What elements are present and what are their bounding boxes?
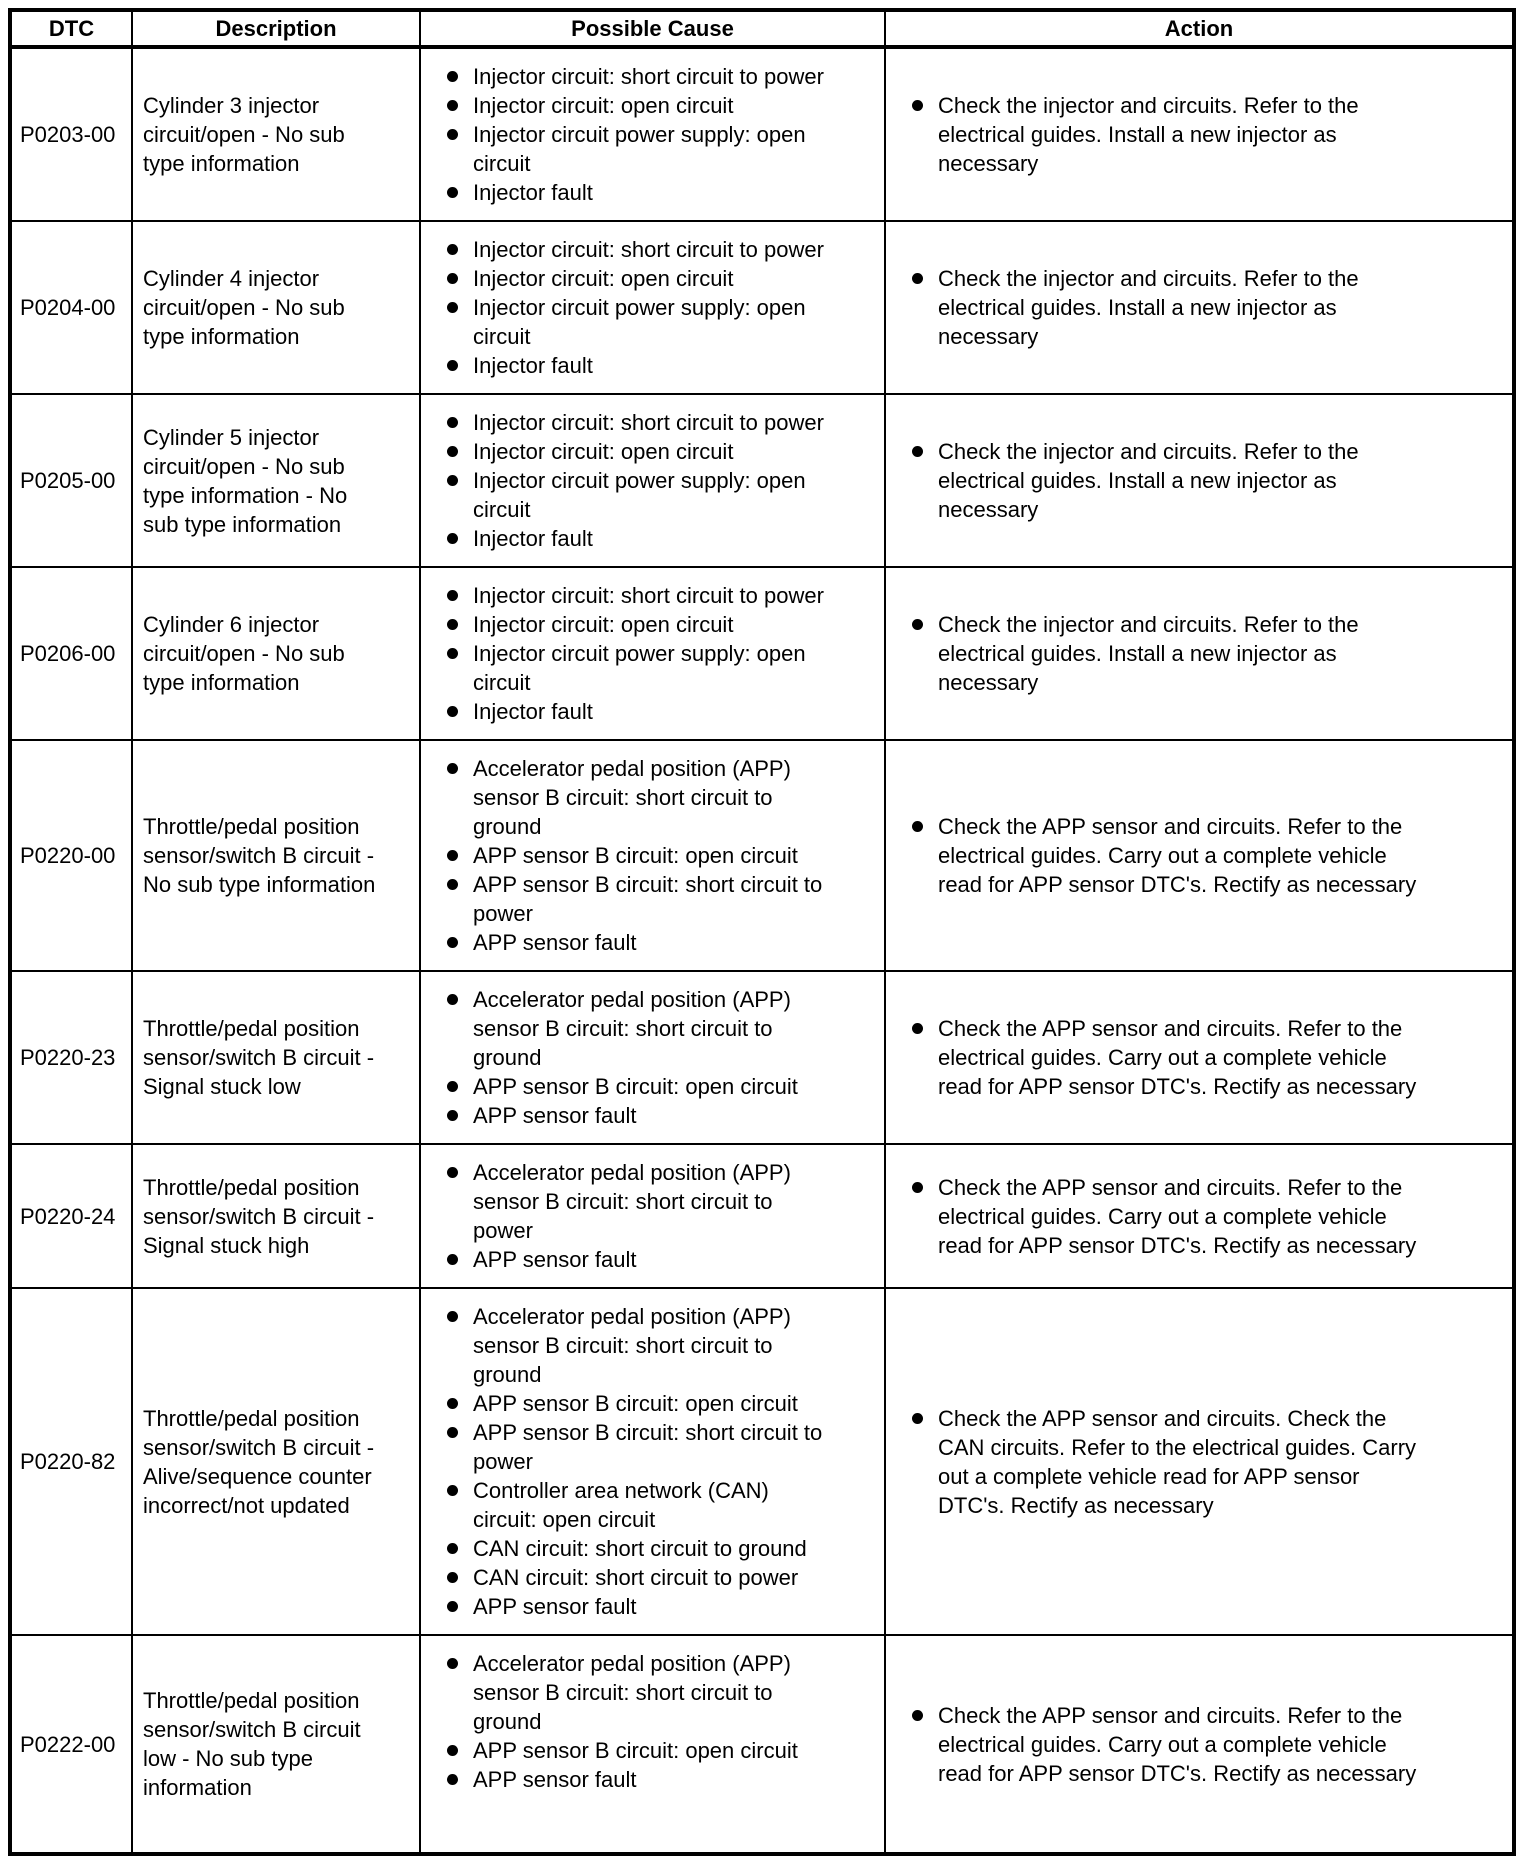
bullet-icon <box>447 619 458 630</box>
cause-list <box>421 235 884 380</box>
cause-item <box>421 408 838 437</box>
possible-cause-cell <box>420 221 885 394</box>
bullet-icon <box>447 706 458 717</box>
table-row <box>10 394 1514 567</box>
cause-item <box>421 91 838 120</box>
cause-text: Injector circuit: open circuit <box>473 266 734 291</box>
table-row <box>10 1288 1514 1635</box>
cause-item <box>421 1563 838 1592</box>
cause-item <box>421 524 838 553</box>
action-cell <box>885 394 1514 567</box>
bullet-icon <box>912 821 923 832</box>
action-list <box>886 264 1512 351</box>
cause-text: Injector circuit: open circuit <box>473 439 734 464</box>
table-row <box>10 221 1514 394</box>
cause-text: APP sensor B circuit: short circuit to power <box>473 1420 823 1474</box>
bullet-icon <box>447 850 458 861</box>
action-list <box>886 1404 1512 1520</box>
action-list <box>886 1701 1512 1788</box>
cause-text: Injector fault <box>473 180 593 205</box>
cause-text: Injector circuit: short circuit to power <box>473 64 824 89</box>
bullet-icon <box>447 1745 458 1756</box>
cause-text: Injector circuit: short circuit to power <box>473 237 824 262</box>
cause-item <box>421 437 838 466</box>
cause-item <box>421 1418 838 1476</box>
cause-item <box>421 1765 838 1794</box>
cause-text: APP sensor B circuit: open circuit <box>473 1391 798 1416</box>
action-list <box>886 812 1512 899</box>
action-text: Check the injector and circuits. Refer to the electrical guides. Install a new injector as necessary <box>938 93 1359 176</box>
bullet-icon <box>447 129 458 140</box>
action-item <box>886 1404 1423 1520</box>
cause-list <box>421 985 884 1130</box>
bullet-icon <box>447 590 458 601</box>
cause-text: Injector fault <box>473 353 593 378</box>
bullet-icon <box>447 1485 458 1496</box>
cause-item <box>421 754 838 841</box>
cause-text: Injector circuit: short circuit to power <box>473 410 824 435</box>
dtc-description: Cylinder 6 injector circuit/open - No sub type information <box>132 567 420 740</box>
bullet-icon <box>447 1658 458 1669</box>
cause-text: Injector circuit power supply: open circuit <box>473 122 806 176</box>
cause-text: Accelerator pedal position (APP) sensor B circuit: short circuit to ground <box>473 987 791 1070</box>
cause-item <box>421 581 838 610</box>
possible-cause-cell <box>420 567 885 740</box>
cause-list <box>421 408 884 553</box>
cause-text: APP sensor B circuit: open circuit <box>473 843 798 868</box>
col-header-description: Description <box>132 10 420 47</box>
cause-text: APP sensor fault <box>473 1767 637 1792</box>
possible-cause-cell <box>420 394 885 567</box>
col-header-action: Action <box>885 10 1514 47</box>
cause-text: APP sensor B circuit: open circuit <box>473 1738 798 1763</box>
bullet-icon <box>447 1601 458 1612</box>
bullet-icon <box>447 1167 458 1178</box>
action-list <box>886 91 1512 178</box>
cause-text: CAN circuit: short circuit to power <box>473 1565 799 1590</box>
possible-cause-cell <box>420 1635 885 1854</box>
cause-text: APP sensor fault <box>473 930 637 955</box>
action-cell <box>885 1288 1514 1635</box>
cause-item <box>421 1592 838 1621</box>
action-list <box>886 1173 1512 1260</box>
dtc-description: Throttle/pedal position sensor/switch B circuit low - No sub type information <box>132 1635 420 1854</box>
cause-text: Injector circuit power supply: open circuit <box>473 295 806 349</box>
action-text: Check the injector and circuits. Refer to the electrical guides. Install a new injector as necessary <box>938 266 1359 349</box>
bullet-icon <box>447 273 458 284</box>
dtc-description: Throttle/pedal position sensor/switch B circuit - No sub type information <box>132 740 420 971</box>
cause-text: Accelerator pedal position (APP) sensor B circuit: short circuit to power <box>473 1160 791 1243</box>
cause-item <box>421 1389 838 1418</box>
action-list <box>886 1014 1512 1101</box>
action-cell <box>885 740 1514 971</box>
possible-cause-cell <box>420 1144 885 1288</box>
bullet-icon <box>447 71 458 82</box>
action-list <box>886 610 1512 697</box>
cause-item <box>421 120 838 178</box>
cause-text: Injector circuit power supply: open circuit <box>473 468 806 522</box>
action-item <box>886 1173 1423 1260</box>
bullet-icon <box>912 1710 923 1721</box>
bullet-icon <box>912 1023 923 1034</box>
cause-text: APP sensor fault <box>473 1594 637 1619</box>
action-text: Check the APP sensor and circuits. Refer to the electrical guides. Carry out a complete vehicle read for APP sensor DTC's. Rectify as necessary <box>938 814 1417 897</box>
action-text: Check the APP sensor and circuits. Check the CAN circuits. Refer to the electrical guides. Carry out a complete vehicle read for APP sensor DTC's. Rectify as necessary <box>938 1405 1417 1518</box>
bullet-icon <box>447 533 458 544</box>
action-item <box>886 91 1423 178</box>
dtc-description: Throttle/pedal position sensor/switch B circuit - Alive/sequence counter incorrect/not updated <box>132 1288 420 1635</box>
cause-item <box>421 1158 838 1245</box>
cause-item <box>421 841 838 870</box>
bullet-icon <box>447 994 458 1005</box>
possible-cause-cell <box>420 1288 885 1635</box>
action-text: Check the injector and circuits. Refer to the electrical guides. Install a new injector as necessary <box>938 439 1359 522</box>
action-cell <box>885 1144 1514 1288</box>
dtc-description: Throttle/pedal position sensor/switch B circuit - Signal stuck high <box>132 1144 420 1288</box>
cause-item <box>421 1302 838 1389</box>
dtc-code: P0203-00 <box>10 47 132 221</box>
cause-item <box>421 1534 838 1563</box>
action-item <box>886 264 1423 351</box>
cause-text: APP sensor B circuit: open circuit <box>473 1074 798 1099</box>
bullet-icon <box>912 619 923 630</box>
cause-text: Accelerator pedal position (APP) sensor B circuit: short circuit to ground <box>473 1304 791 1387</box>
cause-text: Accelerator pedal position (APP) sensor B circuit: short circuit to ground <box>473 1651 791 1734</box>
bullet-icon <box>912 273 923 284</box>
dtc-code: P0204-00 <box>10 221 132 394</box>
cause-item <box>421 178 838 207</box>
table-row <box>10 971 1514 1144</box>
cause-text: Accelerator pedal position (APP) sensor B circuit: short circuit to ground <box>473 756 791 839</box>
bullet-icon <box>447 417 458 428</box>
bullet-icon <box>447 1427 458 1438</box>
bullet-icon <box>447 1398 458 1409</box>
bullet-icon <box>447 1254 458 1265</box>
table-row <box>10 47 1514 221</box>
cause-text: Injector fault <box>473 699 593 724</box>
cause-list <box>421 581 884 726</box>
bullet-icon <box>447 446 458 457</box>
action-cell <box>885 1635 1514 1854</box>
cause-list <box>421 1649 884 1794</box>
action-item <box>886 1014 1423 1101</box>
cause-text: APP sensor fault <box>473 1247 637 1272</box>
bullet-icon <box>447 100 458 111</box>
cause-text: Injector circuit power supply: open circuit <box>473 641 806 695</box>
bullet-icon <box>912 100 923 111</box>
cause-list <box>421 62 884 207</box>
cause-item <box>421 928 838 957</box>
cause-item <box>421 1101 838 1130</box>
dtc-code: P0220-24 <box>10 1144 132 1288</box>
possible-cause-cell <box>420 47 885 221</box>
cause-item <box>421 985 838 1072</box>
cause-item <box>421 639 838 697</box>
bullet-icon <box>447 1311 458 1322</box>
dtc-table <box>8 8 1516 1856</box>
dtc-description: Cylinder 3 injector circuit/open - No sub type information <box>132 47 420 221</box>
action-text: Check the APP sensor and circuits. Refer to the electrical guides. Carry out a complete vehicle read for APP sensor DTC's. Rectify as necessary <box>938 1702 1417 1786</box>
bullet-icon <box>912 446 923 457</box>
cause-text: APP sensor B circuit: short circuit to power <box>473 872 823 926</box>
cause-text: APP sensor fault <box>473 1103 637 1128</box>
bullet-icon <box>447 360 458 371</box>
bullet-icon <box>447 937 458 948</box>
action-cell <box>885 221 1514 394</box>
action-list <box>886 437 1512 524</box>
cause-item <box>421 264 838 293</box>
table-row <box>10 1144 1514 1288</box>
cause-item <box>421 235 838 264</box>
dtc-code: P0220-23 <box>10 971 132 1144</box>
action-text: Check the APP sensor and circuits. Refer to the electrical guides. Carry out a complete vehicle read for APP sensor DTC's. Rectify as necessary <box>938 1174 1417 1258</box>
bullet-icon <box>447 1543 458 1554</box>
bullet-icon <box>447 475 458 486</box>
bullet-icon <box>447 648 458 659</box>
cause-item <box>421 466 838 524</box>
action-item <box>886 437 1423 524</box>
action-cell <box>885 47 1514 221</box>
cause-item <box>421 1649 838 1736</box>
cause-text: Injector circuit: open circuit <box>473 93 734 118</box>
cause-item <box>421 1072 838 1101</box>
bullet-icon <box>912 1413 923 1424</box>
bullet-icon <box>447 302 458 313</box>
col-header-possible-cause: Possible Cause <box>420 10 885 47</box>
cause-item <box>421 62 838 91</box>
action-item <box>886 1701 1423 1788</box>
cause-item <box>421 870 838 928</box>
table-row <box>10 1635 1514 1854</box>
action-item <box>886 812 1423 899</box>
cause-text: Injector circuit: short circuit to power <box>473 583 824 608</box>
bullet-icon <box>447 1081 458 1092</box>
action-text: Check the APP sensor and circuits. Refer to the electrical guides. Carry out a complete vehicle read for APP sensor DTC's. Rectify as necessary <box>938 1016 1417 1099</box>
table-row <box>10 740 1514 971</box>
cause-list <box>421 754 884 957</box>
cause-item <box>421 293 838 351</box>
possible-cause-cell <box>420 740 885 971</box>
header-row <box>10 10 1514 47</box>
cause-list <box>421 1158 884 1274</box>
cause-item <box>421 1476 838 1534</box>
bullet-icon <box>447 1110 458 1121</box>
bullet-icon <box>447 763 458 774</box>
cause-text: CAN circuit: short circuit to ground <box>473 1536 807 1561</box>
dtc-code: P0222-00 <box>10 1635 132 1854</box>
bullet-icon <box>447 244 458 255</box>
action-item <box>886 610 1423 697</box>
dtc-code: P0206-00 <box>10 567 132 740</box>
dtc-description: Cylinder 4 injector circuit/open - No sub type information <box>132 221 420 394</box>
dtc-description: Throttle/pedal position sensor/switch B circuit - Signal stuck low <box>132 971 420 1144</box>
cause-text: Injector circuit: open circuit <box>473 612 734 637</box>
cause-text: Injector fault <box>473 526 593 551</box>
action-text: Check the injector and circuits. Refer to the electrical guides. Install a new injector as necessary <box>938 612 1359 695</box>
dtc-code: P0205-00 <box>10 394 132 567</box>
cause-text: Controller area network (CAN) circuit: open circuit <box>473 1478 769 1532</box>
bullet-icon <box>447 1572 458 1583</box>
cause-item <box>421 1245 838 1274</box>
cause-item <box>421 610 838 639</box>
bullet-icon <box>447 879 458 890</box>
cause-item <box>421 697 838 726</box>
action-cell <box>885 567 1514 740</box>
bullet-icon <box>447 187 458 198</box>
possible-cause-cell <box>420 971 885 1144</box>
bullet-icon <box>447 1774 458 1785</box>
cause-item <box>421 351 838 380</box>
cause-list <box>421 1302 884 1621</box>
dtc-code: P0220-82 <box>10 1288 132 1635</box>
action-cell <box>885 971 1514 1144</box>
col-header-dtc: DTC <box>10 10 132 47</box>
dtc-code: P0220-00 <box>10 740 132 971</box>
dtc-description: Cylinder 5 injector circuit/open - No sub type information - No sub type information <box>132 394 420 567</box>
table-row <box>10 567 1514 740</box>
cause-item <box>421 1736 838 1765</box>
bullet-icon <box>912 1182 923 1193</box>
